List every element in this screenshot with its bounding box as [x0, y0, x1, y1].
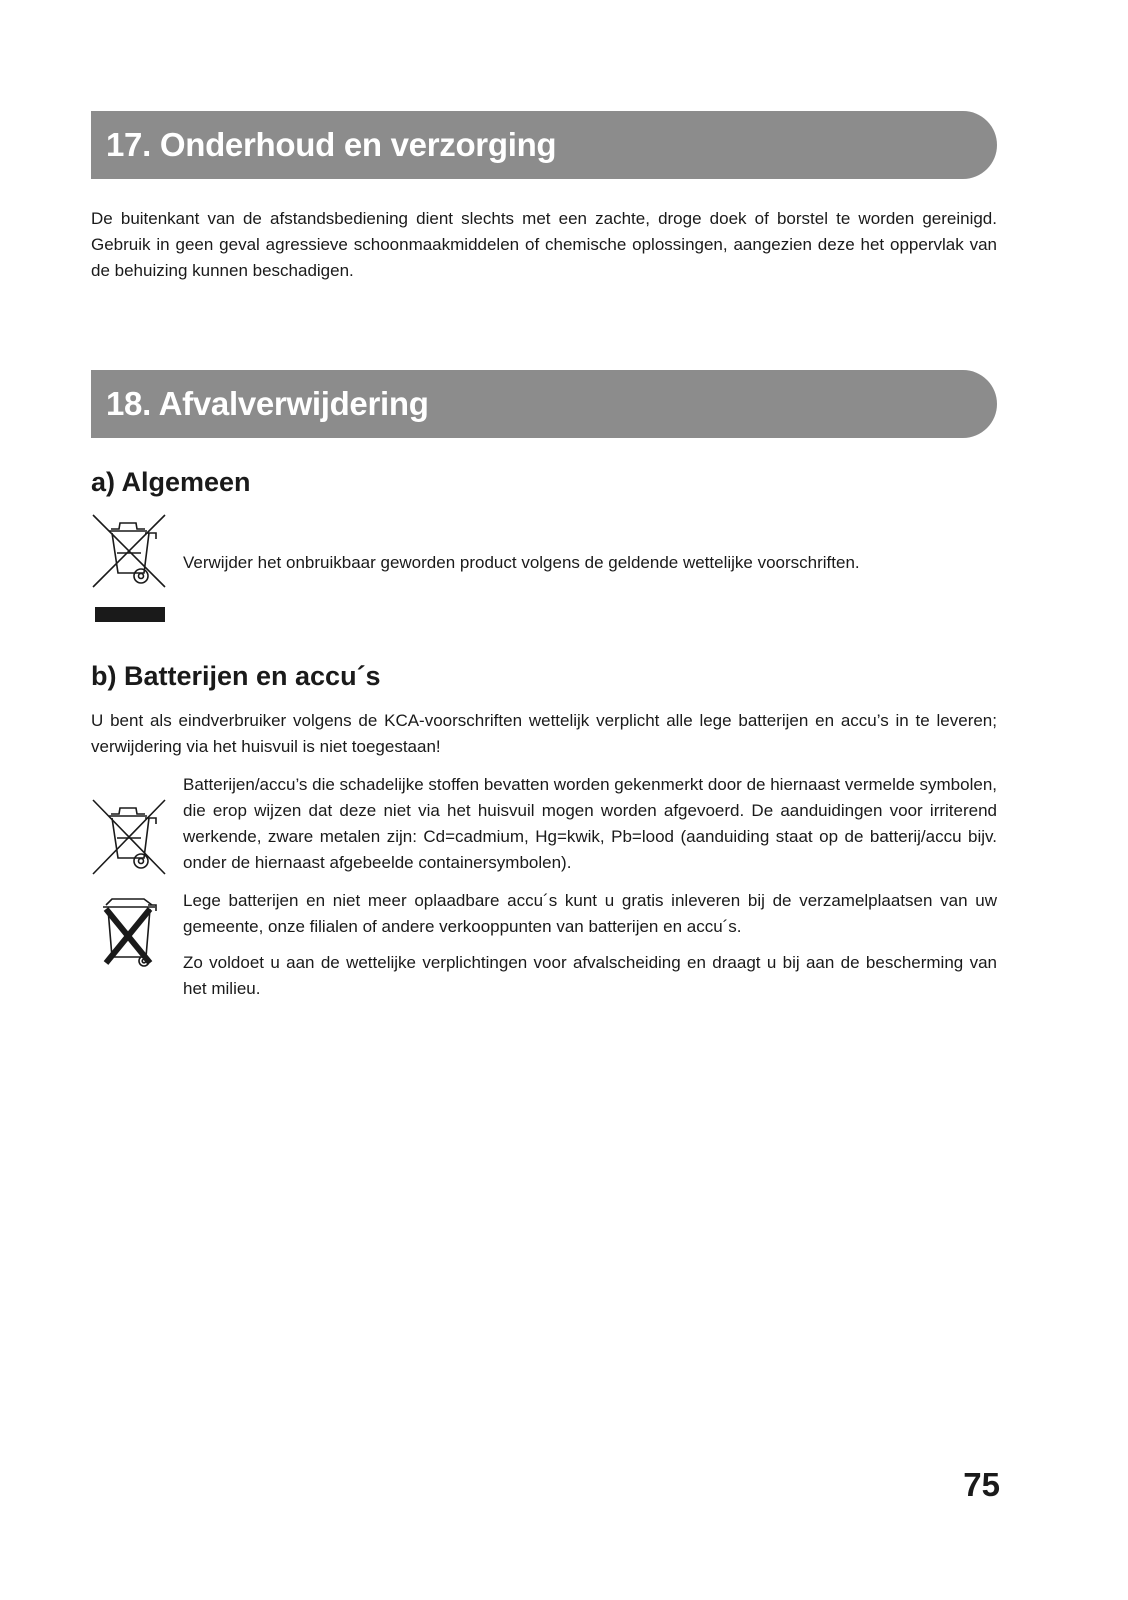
section-18-header [91, 370, 997, 438]
general-text: Verwijder het onbruikbaar geworden product volgens de geldende wettelijke voorschriften. [183, 553, 860, 572]
batteries-hazard-text: Batterijen/accu’s die schadelijke stoffen bevatten worden gekenmerkt door de hiernaast vermelde symbolen, die erop wijzen dat deze niet via het huisvuil mogen worden afgevoerd. De aanduidingen voor irriterend werkende, zware metalen zijn: Cd=cadmium, Hg=kwik, Pb=lood (aanduiding staat op de batterij/accu bijv. onder de hiernaast afgebeelde containersymbolen). [183, 775, 997, 872]
batteries-return-text: Lege batterijen en niet meer oplaadbare accu´s kunt u gratis inleveren bij de verzamelplaatsen van uw gemeente, onze filialen of andere verkooppunten van batterijen en accu´s. [183, 891, 997, 936]
subheading-general: a) Algemeen [91, 467, 251, 497]
page-number: 75 [963, 1466, 1000, 1503]
section-17-title: 17. Onderhoud en verzorging [106, 126, 557, 163]
section-18-title: 18. Afvalverwijdering [106, 385, 429, 422]
subheading-batteries: b) Batterijen en accu´s [91, 661, 381, 691]
batteries-intro: U bent als eindverbruiker volgens de KCA-voorschriften wettelijk verplicht alle lege batterijen en accu’s in te leveren; verwijdering via het huisvuil is niet toegestaan! [91, 711, 997, 756]
section-17-header [91, 111, 997, 179]
crossed-out-wheelie-bin-icon [91, 798, 167, 878]
section-17-paragraph: De buitenkant van de afstandsbediening dient slechts met een zachte, droge doek of borstel te worden gereinigd. Gebruik in geen geval agressieve schoonmaakmiddelen of chemische oplossingen, aangezien deze het oppervlak van de behuizing kunnen beschadigen. [91, 209, 997, 280]
crossed-out-wheelie-bin-icon [91, 513, 167, 623]
batteries-closing-text: Zo voldoet u aan de wettelijke verplichtingen voor afvalscheiding en draagt u bij aan de bescherming van het milieu. [183, 953, 997, 998]
crossed-out-battery-bin-icon [98, 895, 160, 971]
